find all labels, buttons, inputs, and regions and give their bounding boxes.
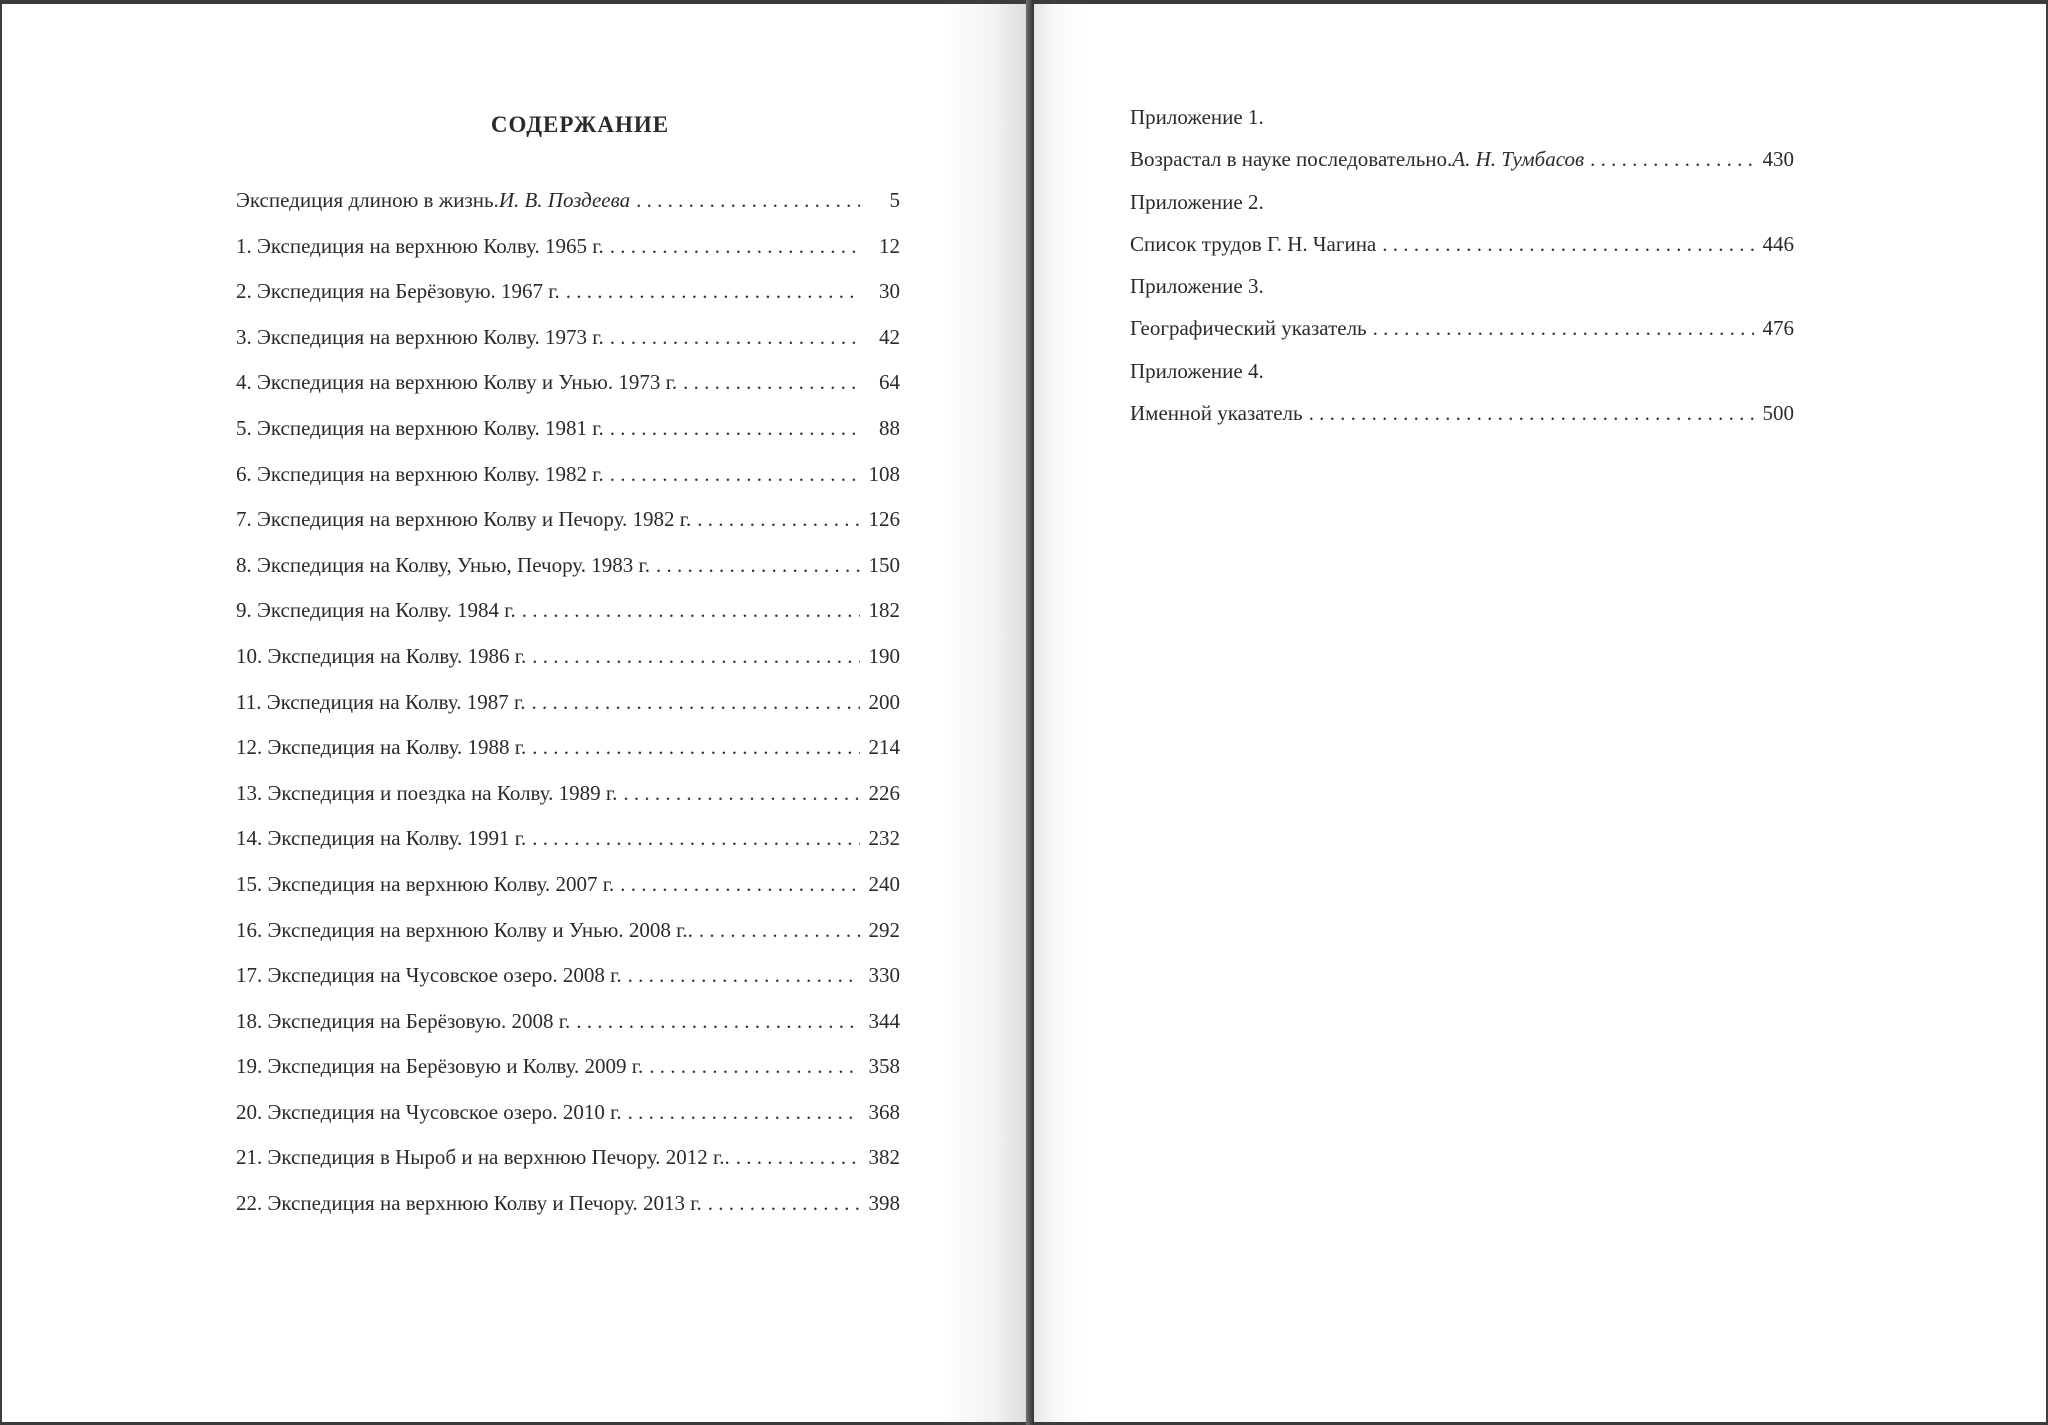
toc-entry [236,1056,900,1102]
toc-entry-title: 10. Экспедиция на Колву. 1986 г. [236,643,527,668]
dot-leader [566,281,860,302]
toc-page-number: 368 [868,1099,900,1124]
toc-page-number: 382 [868,1145,900,1170]
toc-entry-title: 13. Экспедиция и поездка на Колву. 1989 г. [236,780,618,805]
toc-page-number: 5 [889,188,900,212]
dot-leader [1590,149,1754,170]
toc-entry [236,509,900,555]
toc-entry-title: 17. Экспедиция на Чусовское озеро. 2008 г. [236,963,622,988]
appendix-list [1130,107,1794,445]
dot-leader [610,236,860,257]
dot-leader [649,1056,860,1077]
appendix-entry-author: А. Н. Тумбасов [1452,147,1585,172]
toc-page-number: 292 [868,917,900,942]
dot-leader [628,1102,860,1123]
toc-entry [236,281,900,327]
dot-leader [532,646,860,667]
dot-leader [697,509,860,530]
toc-page-number: 30 [879,279,900,304]
dot-leader [576,1011,860,1032]
toc-entry-title: Экспедиция длиною в жизнь. [236,188,499,212]
appendix-heading: Приложение 1. [1130,105,1264,129]
toc-entry [236,324,900,373]
toc-page-number: 12 [879,233,900,258]
toc-entry [236,461,900,510]
toc-entry [236,1099,900,1148]
appendix-heading: Приложение 2. [1130,189,1264,214]
toc-entry-title: 22. Экспедиция на верхнюю Колву и Печору. 2013 г. [236,1191,702,1216]
toc-page-number: 150 [868,552,900,577]
appendix-entry [1130,318,1794,360]
dot-leader [656,555,860,576]
toc-entry [236,1008,900,1057]
toc-page-number: 398 [868,1191,900,1216]
dot-leader [610,418,860,439]
appendix-entry-title: Список трудов Г. Н. Чагина [1130,231,1377,256]
toc-page-number: 108 [868,461,900,486]
toc-page-number: 190 [868,643,900,668]
toc-page-number: 42 [879,324,900,349]
appendix-heading: Приложение 4. [1130,358,1264,383]
toc-page-number: 330 [868,963,900,988]
toc-page-number: 88 [879,415,900,440]
toc-entry-title: 19. Экспедиция на Берёзовую и Колву. 2009 г. [236,1054,644,1079]
appendix-entry-title: Именной указатель [1130,401,1303,426]
appendix-page-number: 476 [1762,316,1794,341]
appendix-page-number: 430 [1762,147,1794,172]
toc-entry [236,1193,900,1239]
dot-leader [1309,403,1754,424]
book-gutter [1026,0,1034,1425]
toc-entry [236,233,900,282]
toc-page-number: 64 [879,370,900,395]
dot-leader [683,372,860,393]
toc-page-number: 182 [868,598,900,623]
appendix-heading: Приложение 3. [1130,274,1264,299]
toc-entry-title: 1. Экспедиция на верхнюю Колву. 1965 г. [236,233,604,258]
dot-leader [1373,318,1754,339]
toc-list [236,190,900,1239]
toc-entry [236,643,900,692]
toc-entry-title: 2. Экспедиция на Берёзовую. 1967 г. [236,279,560,304]
appendix-page-number: 500 [1762,401,1794,426]
dot-leader [620,874,860,895]
toc-entry [236,965,900,1011]
toc-entry [236,780,900,829]
appendix-page-number: 446 [1762,231,1794,256]
dot-leader [636,190,860,211]
toc-entry-author: И. В. Поздеева [498,188,631,212]
dot-leader [532,737,860,758]
dot-leader [708,1193,860,1214]
toc-entry-title: 4. Экспедиция на верхнюю Колву и Унью. 1973 г. [236,370,678,395]
toc-page-number: 344 [868,1008,900,1033]
toc-page-number: 200 [868,689,900,714]
dot-leader [532,828,860,849]
toc-entry-title: 20. Экспедиция на Чусовское озеро. 2010 г. [236,1099,622,1124]
appendix-entry [1130,403,1794,445]
toc-page-number: 126 [868,507,900,532]
toc-title: СОДЕРЖАНИЕ [490,112,670,137]
appendix-entry [1130,149,1794,191]
toc-entry-title: 7. Экспедиция на верхнюю Колву и Печору. 1982 г. [236,507,692,532]
toc-entry [236,190,900,236]
toc-entry-title: 11. Экспедиция на Колву. 1987 г. [236,689,526,714]
toc-entry-title: 12. Экспедиция на Колву. 1988 г. [236,735,527,760]
toc-entry-title: 16. Экспедиция на верхнюю Колву и Унью. 2008 г.. [236,917,693,942]
dot-leader [699,920,860,941]
toc-entry-title: 18. Экспедиция на Берёзовую. 2008 г. [236,1008,571,1033]
dot-leader [532,692,861,713]
appendix-entry [1130,231,1794,276]
toc-page-number: 214 [868,735,900,760]
toc-entry [236,415,900,464]
dot-leader [628,965,860,986]
dot-leader [623,783,860,804]
toc-entry-title: 21. Экспедиция в Ныроб и на верхнюю Печору. 2012 г.. [236,1145,730,1170]
toc-page-number: 232 [868,826,900,851]
toc-entry-title: 9. Экспедиция на Колву. 1984 г. [236,598,516,623]
toc-entry-title: 14. Экспедиция на Колву. 1991 г. [236,826,527,851]
dot-leader [1382,234,1754,255]
dot-leader [610,327,860,348]
appendix-entry-title: Возрастал в науке последовательно. [1130,147,1453,172]
toc-entry [236,552,900,601]
toc-page-number: 226 [868,780,900,805]
toc-entry-title: 3. Экспедиция на верхнюю Колву. 1973 г. [236,324,604,349]
dot-leader [736,1147,860,1168]
toc-entry [236,871,900,920]
dot-leader [610,464,860,485]
toc-entry [236,828,900,874]
appendix-entry-title: Географический указатель [1130,316,1367,341]
toc-entry [236,1147,900,1193]
toc-entry [236,372,900,418]
toc-entry-title: 5. Экспедиция на верхнюю Колву. 1981 г. [236,415,604,440]
dot-leader [522,600,860,621]
toc-entry [236,917,900,966]
toc-entry-title: 15. Экспедиция на верхнюю Колву. 2007 г. [236,871,615,896]
toc-entry [236,689,900,738]
toc-entry [236,737,900,783]
toc-entry [236,600,900,646]
toc-entry-title: 8. Экспедиция на Колву, Унью, Печору. 1983 г. [236,552,650,577]
toc-page-number: 358 [868,1054,900,1079]
toc-entry-title: 6. Экспедиция на верхнюю Колву. 1982 г. [236,461,604,486]
toc-page-number: 240 [868,871,900,896]
